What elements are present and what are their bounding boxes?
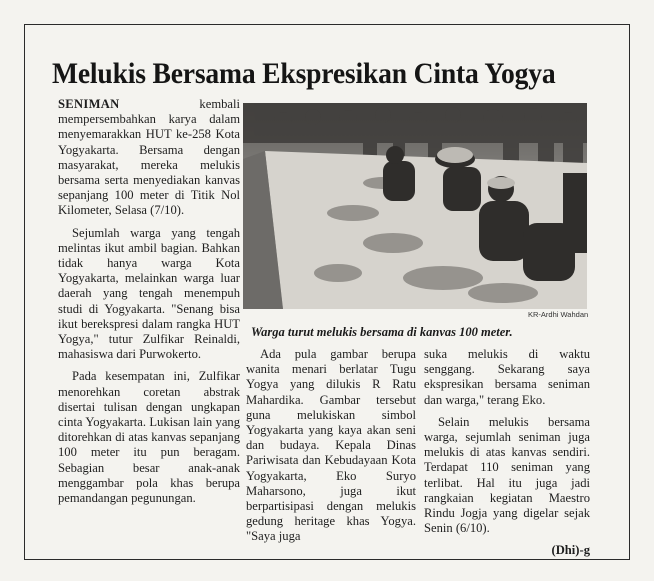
author-signature: (Dhi)-g	[551, 543, 590, 558]
paragraph: Ada pula gambar berupa wanita menari berlatar Tugu Yogya yang dilukis R Ratu Mahardika. Gambar tersebut guna melukiskan simbol Yogyakarta yang kaya akan seni dan budaya. Kepala Dinas Pariwisata dan Kebudayaan Kota Yogyakarta, Eko Suryo Maharsono, juga ikut berpartisipasi dengan melukis gedung heritage khas Yogya. "Saya juga	[246, 347, 416, 544]
article-column-3	[424, 347, 590, 566]
article-column-1	[58, 97, 240, 513]
paragraph-text: kembali mempersembahkan karya dalam menyemarakkan HUT ke-258 Kota Yogyakarta. Bersama dengan masyarakat, mereka melukis bersama serta menyediakan kanvas sepanjang 100 meter di Titik Nol Kilometer, Selasa (7/10).	[58, 97, 240, 218]
paragraph: suka melukis di waktu senggang. Sekarang saya ekspresikan bersama seniman dan warga," terang Eko.	[424, 347, 590, 407]
article-headline: Melukis Bersama Ekspresikan Cinta Yogya	[52, 57, 556, 90]
paragraph: Pada kesempatan ini, Zulfikar menorehkan coretan abstrak disertai tulisan dengan ungkapan cinta Yogyakarta. Lukisan lain yang ditorehkan di atas kanvas sepanjang 100 meter itu pun beragam. Sebagian besar anak-anak menggambar pola khas berupa pemandangan pegunungan.	[58, 369, 240, 506]
photo-illustration	[243, 103, 587, 309]
paragraph: Selain melukis bersama warga, sejumlah seniman juga melukis di atas kanvas sendiri. Terdapat 110 seniman yang terlibat. Hal itu juga jadi rangkaian kegiatan Maestro Rindu Jogja yang digelar sejak Senin (6/10).	[424, 414, 590, 536]
article-column-2	[246, 347, 416, 552]
photo-credit: KR-Ardhi Wahdan	[528, 310, 589, 319]
article-photo	[243, 103, 587, 309]
paragraph	[58, 97, 240, 219]
paragraph: Sejumlah warga yang tengah melintas ikut ambil bagian. Bahkan tidak hanya warga Kota Yogyakarta, melainkan warga luar daerah yang tengah menempuh studi di Yogyakarta. "Senang bisa ikut berekspresi dalam rangka HUT Yogya," tutur Zulfikar Reinaldi, mahasiswa dari Purwokerto.	[58, 225, 240, 362]
lead-word: SENIMAN	[58, 97, 120, 111]
photo-caption: Warga turut melukis bersama di kanvas 100 meter.	[251, 325, 513, 339]
